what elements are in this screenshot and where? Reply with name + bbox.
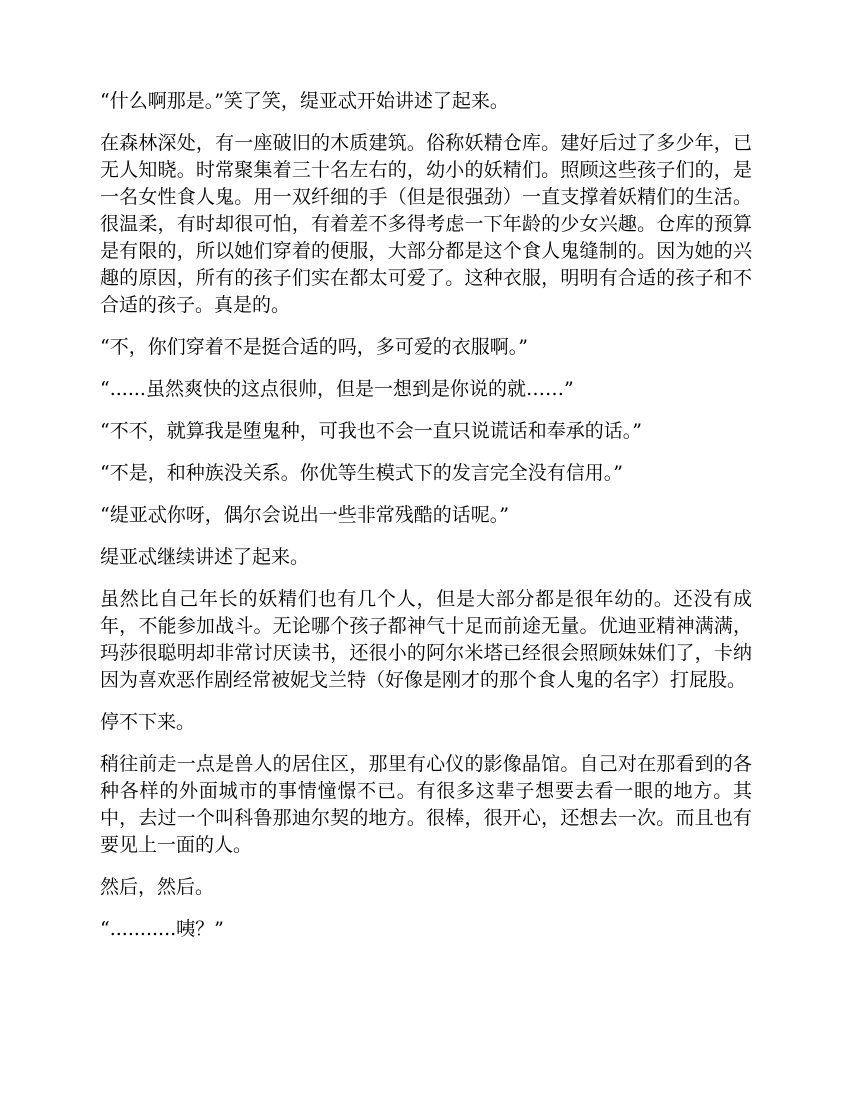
- paragraph: 然后，然后。: [100, 876, 215, 898]
- paragraph: “不不，就算我是堕鬼种，可我也不会一直只说谎话和奉承的话。”: [100, 420, 642, 442]
- paragraph: “不，你们穿着不是挺合适的吗，多可爱的衣服啊。”: [100, 336, 528, 358]
- paragraph: 在森林深处，有一座破旧的木质建筑。俗称妖精仓库。建好后过了多少年，已无人知晓。时常聚集着三十名左右的，幼小的妖精们。照顾这些孩子们的，是一名女性食人鬼。用一双纤细的手（但是很强劲）一直支撑着妖精们的生活。很温柔，有时却很可怕，有着差不多得考虑一下年龄的少女兴趣。仓库的预算是有限的，所以她们穿着的便服，大部分都是这个食人鬼缝制的。因为她的兴趣的原因，所有的孩子们实在都太可爱了。这种衣服，明明有合适的孩子和不合适的孩子。真是的。: [100, 132, 752, 316]
- paragraph: 缇亚忒继续讲述了起来。: [100, 546, 310, 568]
- paragraph: 稍往前走一点是兽人的居住区，那里有心仪的影像晶馆。自己对在那看到的各种各样的外面城市的事情憧憬不已。有很多这辈子想要去看一眼的地方。其中，去过一个叫科鲁那迪尔契的地方。很棒，很开心，还想去一次。而且也有要见上一面的人。: [100, 753, 752, 856]
- paragraph: “什么啊那是。”笑了笑，缇亚忒开始讲述了起来。: [100, 90, 509, 112]
- paragraph: “不是，和种族没关系。你优等生模式下的发言完全没有信用。”: [100, 462, 623, 484]
- paragraph: 停不下来。: [100, 711, 196, 733]
- document-page: [100, 88, 752, 958]
- paragraph: “...........咦？”: [100, 918, 224, 940]
- paragraph: 虽然比自己年长的妖精们也有几个人，但是大部分都是很年幼的。还没有成年，不能参加战斗。无论哪个孩子都神气十足而前途无量。优迪亚精神满满，玛莎很聪明却非常讨厌读书，还很小的阿尔米塔已经很会照顾妹妹们了，卡纳因为喜欢恶作剧经常被妮戈兰特（好像是刚才的那个食人鬼的名字）打屁股。: [100, 588, 752, 691]
- paragraph: “缇亚忒你呀，偶尔会说出一些非常残酷的话呢。”: [100, 504, 509, 526]
- paragraph: “......虽然爽快的这点很帅，但是一想到是你说的就……”: [100, 378, 574, 400]
